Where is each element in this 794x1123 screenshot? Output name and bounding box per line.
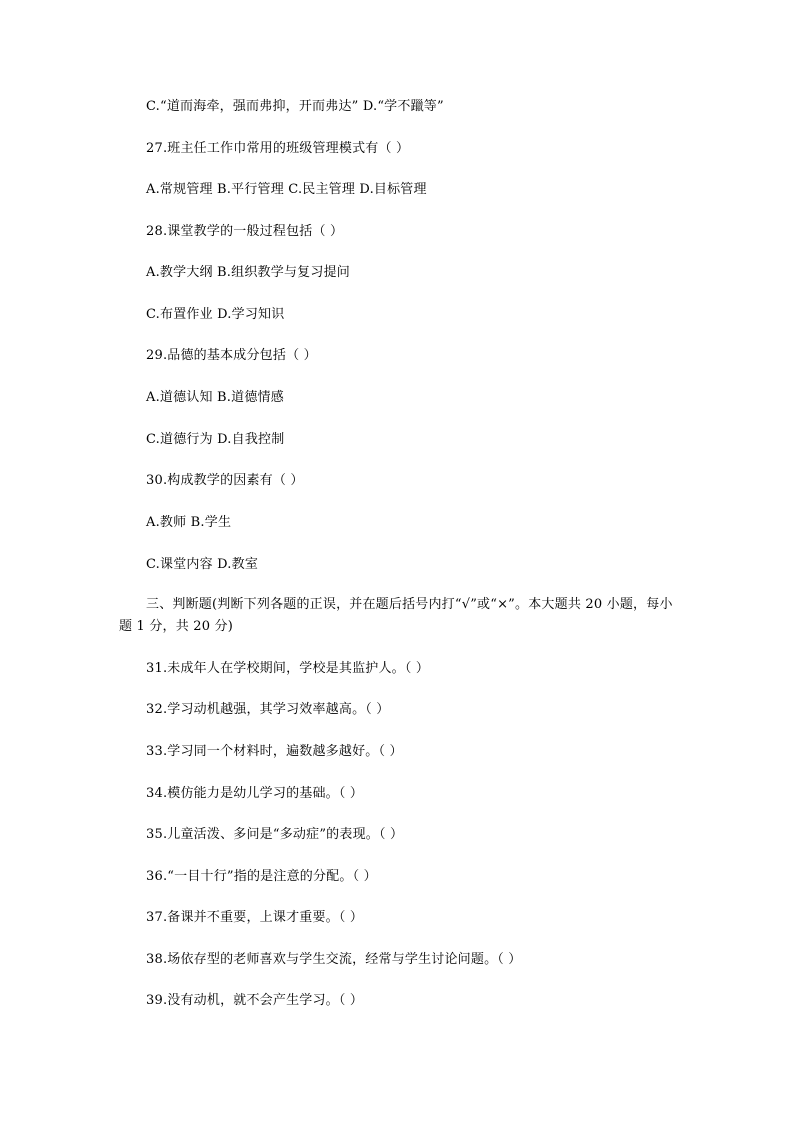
q26-options-cd: C.“道而海牵，强而弗抑，开而弗达” D.“学不躐等”: [146, 99, 444, 114]
q34: 34.模仿能力是幼儿学习的基础。（ ）: [146, 786, 364, 801]
q29-options-ab: A.道德认知 B.道德情感: [146, 390, 284, 405]
section-heading-judgment: 三、判断题(判断下列各题的正误，并在题后括号内打“√”或“×”。本大题共 20 小题，每小题 1 分，共 20 分): [119, 597, 673, 634]
q37: 37.备课并不重要，上课才重要。（ ）: [146, 910, 364, 925]
q35: 35.儿童活泼、多问是“多动症”的表现。（ ）: [146, 827, 404, 842]
q39: 39.没有动机，就不会产生学习。（ ）: [146, 993, 364, 1008]
q29-stem: 29.品德的基本成分包括（ ）: [146, 348, 317, 363]
q30-options-ab: A.教师 B.学生: [146, 515, 232, 530]
q27-options: A.常规管理 B.平行管理 C.民主管理 D.目标管理: [146, 182, 427, 197]
q38: 38.场依存型的老师喜欢与学生交流，经常与学生讨论问题。（ ）: [146, 952, 522, 967]
q28-options-cd: C.布置作业 D.学习知识: [146, 307, 285, 322]
q27-stem: 27.班主任工作巾常用的班级管理模式有（ ）: [146, 141, 410, 156]
q36: 36.“一目十行”指的是注意的分配。（ ）: [146, 869, 377, 884]
q30-options-cd: C.课堂内容 D.教室: [146, 557, 259, 572]
q28-stem: 28.课堂教学的一般过程包括（ ）: [146, 224, 344, 239]
q28-options-ab: A.教学大纲 B.组织教学与复习提问: [146, 265, 350, 280]
q31: 31.未成年人在学校期间，学校是其监护人。（ ）: [146, 661, 430, 676]
q30-stem: 30.构成教学的因素有（ ）: [146, 473, 304, 488]
q29-options-cd: C.道德行为 D.自我控制: [146, 432, 285, 447]
q33: 33.学习同一个材料时，遍数越多越好。（ ）: [146, 744, 403, 759]
q32: 32.学习动机越强，其学习效率越高。（ ）: [146, 702, 390, 717]
